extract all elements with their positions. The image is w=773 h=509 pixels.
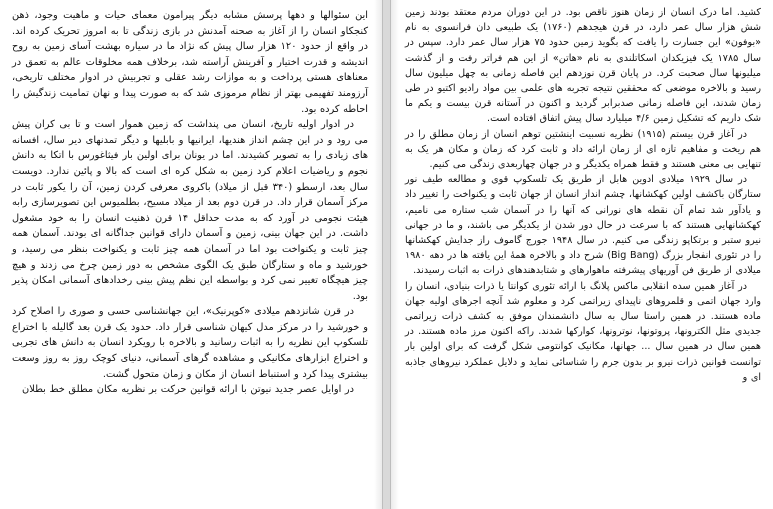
left-page-paragraph-2: در ادوار اولیه تاریخ، انسان می پنداشت که زمین هموار است و تا بی کران پیش می رود و در این چشم انداز هندیها، ایرانیها و بابلیها و دیگر تمدنهای دیر سال، افسانه های زیادی را به تصویر کشیدند. اما در یونان برای اولین بار فیثاغورس با اتکا به دانش نجوم و ریاضیات اعلام کرد زمین به شکل کره ای است که بالا و پائین ندارد. دویست سال بعد، ارسطو (۳۴۰ قبل از میلاد) باکروی معرفی کردن زمین، آن را یکور ثابت در مرکز آسمان قرار داد. در قرن دوم بعد از میلاد مسیح، بطلمیوس این تصویرسازی رابه هیئت نجومی در آورد که به مدت حداقل ۱۴ قرن ذهنیت انسان را به خود مشغول داشت. در این جهان بینی، زمین و آسمان دارای قوانین جداگانه ای بودند. آسمان همه چیز ثابت و یکنواخت بود اما در آسمان همه چیز ثابت و یکنواخت بنظر می رسید، و خورشید و ماه و ستارگان طبق یک الگوی مشخص به دور زمین چرخ می زدند و هیچ چیز هیچگاه تغییر نمی کرد و بواسطه این نظم پیش بینی رخدادهای آسمانی امکان پذیر بود. [12, 119, 368, 302]
left-page-paragraph-4: در اوایل عصر جدید نیوتن با ارائه قوانین حرکت بر نظریه مکان مطلق خط بطلان [22, 384, 354, 396]
right-page-paragraph-3: در سال ۱۹۲۹ میلادی ادوین هابل از طریق یک تلسکوپ قوی و مطالعه طیف نور ستارگان باکشف اولین کهکشانها، چشم انداز انسان از جهان ثابت و یکنواخت را تغییر داد و یادآور شد تمام آن نقطه های نورانی که آنها را در آسمان شب ستاره می نامیم، کهکشانهایی هستند که با سرعت در حال دور شدن از یکدیگر می باشند، و ما در جهانی نیرو ستبر و برتکاپو زندگی می کنیم. در سال ۱۹۴۸ جورج گاموف راز جدایش کهکشانها را در تئوری انفجار بزرگ (Big Bang) شرح داد و بالاخره همهٔ این یافته ها در دهه ۱۹۸۰ میلادی از طریق فن آوریهای پیشرفته ماهوارهای و شتابدهندهای ذرات به اثبات رسیدند. [405, 174, 761, 277]
left-page-paragraph-3: در قرن شانزدهم میلادی «کوپرنیک»، این جهانشناسی حسی و صوری را اصلاح کرد و خورشید را در مرکز مدل کیهان شناسی قرار داد. حدود یک قرن بعد گالیله با اختراع تلسکوپ این نظریه را به اثبات رسانید و بالاخره با رویکرد انسان به دانش های تجربی و اختراع ابزارهای مکانیکی و مشاهده گرهای آسمانی، دنیای کوچک روز به روز وسعت بیشتری پیدا کرد و استنباط انسان از مکان و زمان متحول گشت. [12, 306, 368, 380]
gutter-shadow [374, 0, 382, 509]
right-page [391, 0, 773, 509]
right-page-paragraph-1: کشید. اما درک انسان از زمان هنوز ناقص بود. در این دوران مردم معتقد بودند زمین شش هزار سال عمر دارد، در قرن هیجدهم (۱۷۶۰) یک طبیعی دان فرانسوی به نام «بوفون» این جسارت را یافت که بگوید زمین حدود ۷۵ هزار سال عمر دارد. سپس در سال ۱۷۸۵ یک فیزیکدان اسکاتلندی به نام «هاتن» از این هم فراتر رفت و از گذشت میلیونها سال صحبت کرد. در پایان قرن نوزدهم این فاصله زمانی به چهل میلیون سال رسید و بالاخره موضعی که محققین نتیجه تجربه های علمی بین مواد رادیو اکتیو در طی زمان شدند، این فاصله زمانی صدبرابر گردید و اکنون در آستانه قرن بیست و یکم ما شک داریم که تشکیل زمین ۴/۶ میلیارد سال پیش اتفاق افتاده است. [405, 7, 762, 125]
left-page [0, 0, 382, 509]
right-page-paragraph-4: در آغاز همین سده انقلابی ماکس پلانگ با ارائه تئوری کوانتا یا ذرات بنیادی، انسان را وارد جهان اتمی و قلمروهای ناپیدای زیراتمی کرد و معلوم شد آنچه اجرهای اولیه جهان ماده هستند. در همین راستا سال به سال دانشمندان موفق به کشف ذرات زیراتمی جدیدی مثل الکترونها، پروتونها، نوترونها، کوارکها شدند. راکه اکنون مرز ماده هستند. در همین سال در همین سال ... جهانها، مکانیک کوانتومی شکل گرفت که برای اولین بار توانست قوانین ذرات نیرو بر بدون جرم را شناسائی نماید و دلایل عملکرد نیروهای جاذبه ای و [405, 280, 761, 383]
gutter-shadow [391, 0, 399, 509]
right-page-paragraph-2: در آغاز قرن بیستم (۱۹۱۵) نظریه نسبیت اینشتین توهم انسان از زمان مطلق را در هم ریخت و مفاهیم تازه ای از زمان ارائه داد و ثابت کرد که زمان و مکان هر یک به تنهایی بی معنی هستند و فقط همراه یکدیگر و در جهان چهاربعدی زندگی می کنیم. [405, 128, 761, 171]
left-page-paragraph-1: این سئوالها و دهها پرسش مشابه دیگر پیرامون معمای حیات و ماهیت وجود، ذهن کنجکاو انسان را از آغاز به صحنه آمدنش در بازی زندگی تا به امروز تحریک کرده اند. در واقع از حدود ۱۲۰ هزار سال پیش که نژاد ما در سیاره بهشت آسای زمین به روح اندیشه و قدرت اختیار و آفرینش آراسته شد، برخلاف همه مخلوقات عالم به تعمق در معناهای هستی پرداخت و به موازات رشد عقلی و تجربیش در ادوار مختلف تاریخی، آرزومند تفهیمی بهتر از نظام مرموزی شد که به صورت پیدا و نهان تمامیت زندگیش را احاطه کرده بود. [12, 10, 368, 115]
